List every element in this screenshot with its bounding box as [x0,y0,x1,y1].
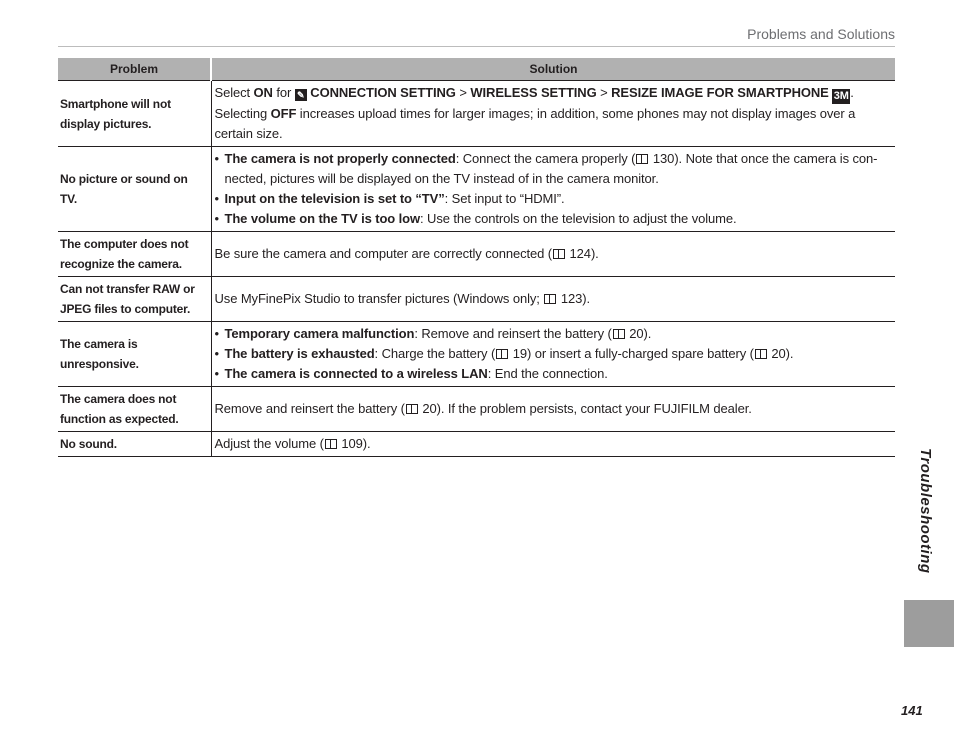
menu-separator: > [600,85,608,100]
option-on: ON [253,85,273,100]
menu-item-resize-image: RESIZE IMAGE FOR SMARTPHONE [611,85,829,100]
solution-cell [211,387,895,432]
book-icon [553,249,565,259]
page-ref: 123 [560,291,583,306]
problem-cell: Can not transfer RAW or JPEG files to computer. [58,277,211,322]
solution-text: ). [590,246,599,261]
solution-text: ). [582,291,590,306]
book-icon [544,294,556,304]
image-size-icon: 3M [833,90,849,102]
problem-cell: The camera is unresponsive. [58,322,211,387]
solution-text: ). [643,326,652,341]
table-row [58,147,895,232]
troubleshooting-table [58,58,895,457]
problem-cell: No picture or sound on TV. [58,147,211,232]
problem-cause: The volume on the TV is too low [224,211,421,226]
book-icon [406,404,418,414]
solution-text: ). If the problem persists, contact your FUJIFILM dealer. [436,401,752,416]
solution-text: increases upload times for larger images; in addition, some phones may not display images over a certain size. [214,106,856,141]
book-icon [755,349,767,359]
problem-cause: The camera is connected to a wireless LAN [224,366,488,381]
solution-text: ). [362,436,371,451]
page-ref: 109 [341,436,363,451]
book-icon [325,439,337,449]
solution-cell [211,232,895,277]
page-ref: 20 [422,401,437,416]
table-row [58,322,895,387]
problem-cell: The camera does not function as expected. [58,387,211,432]
solution-text: Adjust the volume ( [214,436,324,451]
chapter-label: Troubleshooting [917,448,934,574]
solution-cell [211,277,895,322]
list-item [215,364,894,384]
problem-cause: The camera is not properly connected [224,151,456,166]
solution-text: : Set input to “HDMI”. [444,191,565,206]
table-row [58,432,895,457]
solution-text: ) or insert a fully-charged spare battery ( [526,346,754,361]
column-header-solution: Solution [211,58,895,81]
solution-cell [211,432,895,457]
table-row [58,387,895,432]
page-ref: 20 [771,346,786,361]
list-item [215,344,894,364]
menu-item-wireless-setting: WIRELESS SETTING [470,85,597,100]
solution-list [215,324,894,384]
page-ref: 124 [569,246,591,261]
solution-text: : Use the controls on the television to adjust the volume. [420,211,737,226]
chapter-tab [904,600,954,647]
menu-separator: > [459,85,467,100]
solution-text: for [272,85,295,100]
table-row [58,81,895,147]
problem-cell: No sound. [58,432,211,457]
solution-text: ). [785,346,794,361]
solution-text: : End the connection. [487,366,608,381]
header-rule [58,46,895,47]
page-ref: 130 [652,151,675,166]
problem-cause: Temporary camera malfunction [224,326,415,341]
list-item [215,324,894,344]
book-icon [613,329,625,339]
page-ref: 20 [629,326,644,341]
solution-text: Remove and reinsert the battery ( [214,401,405,416]
book-icon [636,154,648,164]
problem-cause: Input on the television is set to “TV” [224,191,445,206]
table-header-row [58,58,895,81]
page-ref: 19 [512,346,527,361]
menu-item-connection-setting: CONNECTION SETTING [310,85,456,100]
solution-text: . Selecting [214,85,854,121]
solution-text: Select [214,85,254,100]
section-title: Problems and Solutions [747,26,895,42]
solution-cell [211,147,895,232]
solution-text: Be sure the camera and computer are correctly connected ( [214,246,553,261]
solution-text: : Connect the camera properly ( [455,151,636,166]
book-icon [496,349,508,359]
solution-text: : Remove and reinsert the battery ( [414,326,612,341]
problem-cell: The computer does not recognize the camera. [58,232,211,277]
problem-cause: The battery is exhausted [224,346,375,361]
list-item [215,149,894,189]
solution-text: ). Note that once the camera is connected, pictures will be displayed on the TV instead of in the camera monitor. [224,151,878,186]
solution-text: : Charge the battery ( [374,346,496,361]
table-row [58,232,895,277]
wireless-icon: ✎ [295,89,307,101]
solution-cell [211,81,895,147]
option-off: OFF [270,106,297,121]
solution-list [215,149,894,229]
solution-text: Use MyFinePix Studio to transfer pictures (Windows only; [214,291,544,306]
column-header-problem: Problem [58,58,211,81]
table-row [58,277,895,322]
list-item [215,209,894,229]
list-item [215,189,894,209]
page-number: 141 [901,703,923,718]
problem-cell: Smartphone will not display pictures. [58,81,211,147]
solution-cell [211,322,895,387]
